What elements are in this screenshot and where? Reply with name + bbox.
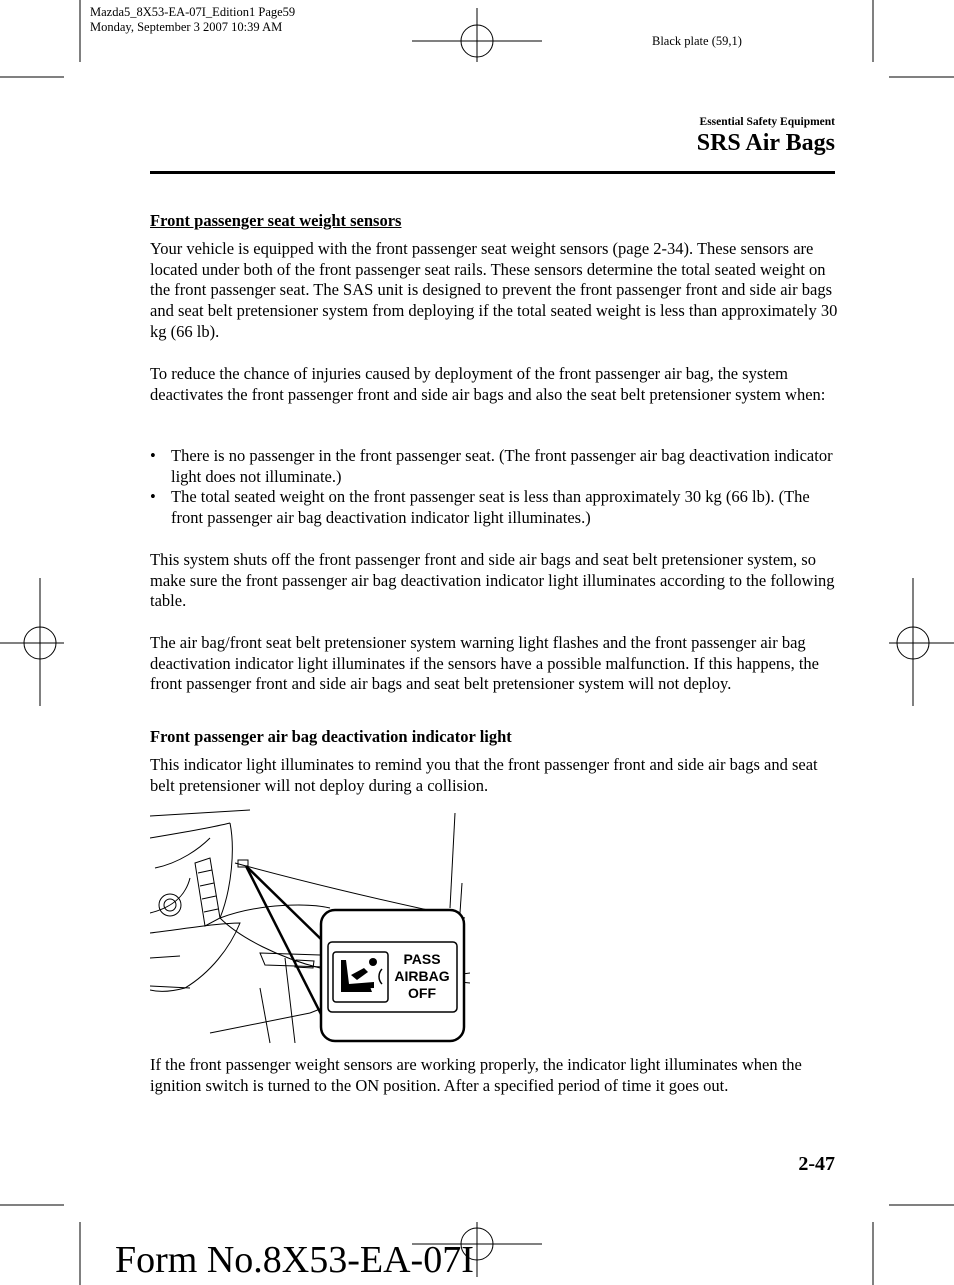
indicator-line-3: OFF bbox=[408, 985, 436, 1001]
paragraph-deactivation: To reduce the chance of injuries caused by deployment of the front passenger air bag, the system deactivates the front passenger front and side air bags and also the seat belt pretensioner system when: bbox=[150, 364, 826, 404]
paragraph-shutoff: This system shuts off the front passenger front and side air bags and seat belt pretensioner system, so make sure the front passenger air bag deactivation indicator light illuminates according to the following table. bbox=[150, 550, 835, 611]
form-number: Form No.8X53-EA-07I bbox=[115, 1239, 474, 1281]
paragraph-indicator: This indicator light illuminates to remind you that the front passenger front and side air bags and seat belt pretensioner will not deploy during a collision. bbox=[150, 755, 818, 795]
section-label: Essential Safety Equipment bbox=[699, 116, 835, 128]
bullet-icon: • bbox=[150, 487, 156, 507]
heading-seat-weight-sensors: Front passenger seat weight sensors bbox=[150, 211, 402, 230]
page-title: SRS Air Bags bbox=[696, 130, 835, 156]
bullet-list bbox=[150, 446, 840, 529]
paragraph-malfunction: The air bag/front seat belt pretensioner system warning light flashes and the front passenger air bag deactivation indicator light illuminates if the sensors have a possible malfunction. If this happens, the front passenger front and side air bags and seat belt pretensioner system will not deploy. bbox=[150, 633, 820, 694]
indicator-light-label bbox=[390, 951, 454, 1002]
list-item bbox=[150, 446, 840, 487]
bullet-text: There is no passenger in the front passenger seat. (The front passenger air bag deactivation indicator light does not illuminate.) bbox=[171, 446, 833, 486]
plate-label: Black plate (59,1) bbox=[652, 34, 742, 48]
bullet-text: The total seated weight on the front passenger seat is less than approximately 30 kg (66 lb). (The front passenger air bag deactivation indicator light illuminates.) bbox=[171, 487, 810, 528]
list-item bbox=[150, 487, 840, 528]
dashboard-illustration bbox=[150, 808, 470, 1048]
heading-indicator-light: Front passenger air bag deactivation indicator light bbox=[150, 727, 512, 746]
indicator-line-1: PASS bbox=[403, 951, 441, 967]
print-date-line: Monday, September 3 2007 10:39 AM bbox=[90, 20, 283, 34]
header-rule bbox=[150, 171, 835, 174]
page-number: 2-47 bbox=[798, 1153, 835, 1175]
bullet-icon: • bbox=[150, 446, 156, 465]
paragraph-ignition: If the front passenger weight sensors are working properly, the indicator light illuminates when the ignition switch is turned to the ON position. After a specified period of time it goes out. bbox=[150, 1055, 802, 1095]
print-file-line: Mazda5_8X53-EA-07I_Edition1 Page59 bbox=[90, 5, 296, 19]
print-meta bbox=[90, 5, 295, 35]
paragraph-sensors: Your vehicle is equipped with the front passenger seat weight sensors (page 2-34). These sensors are located under both of the front passenger seat rails. These sensors determine the total seated weight on the front passenger seat. The SAS unit is designed to prevent the front passenger front and side air bags and seat belt pretensioner system from deploying if the total seated weight is less than approximately 30 kg (66 lb). bbox=[150, 239, 838, 341]
indicator-line-2: AIRBAG bbox=[394, 968, 450, 984]
